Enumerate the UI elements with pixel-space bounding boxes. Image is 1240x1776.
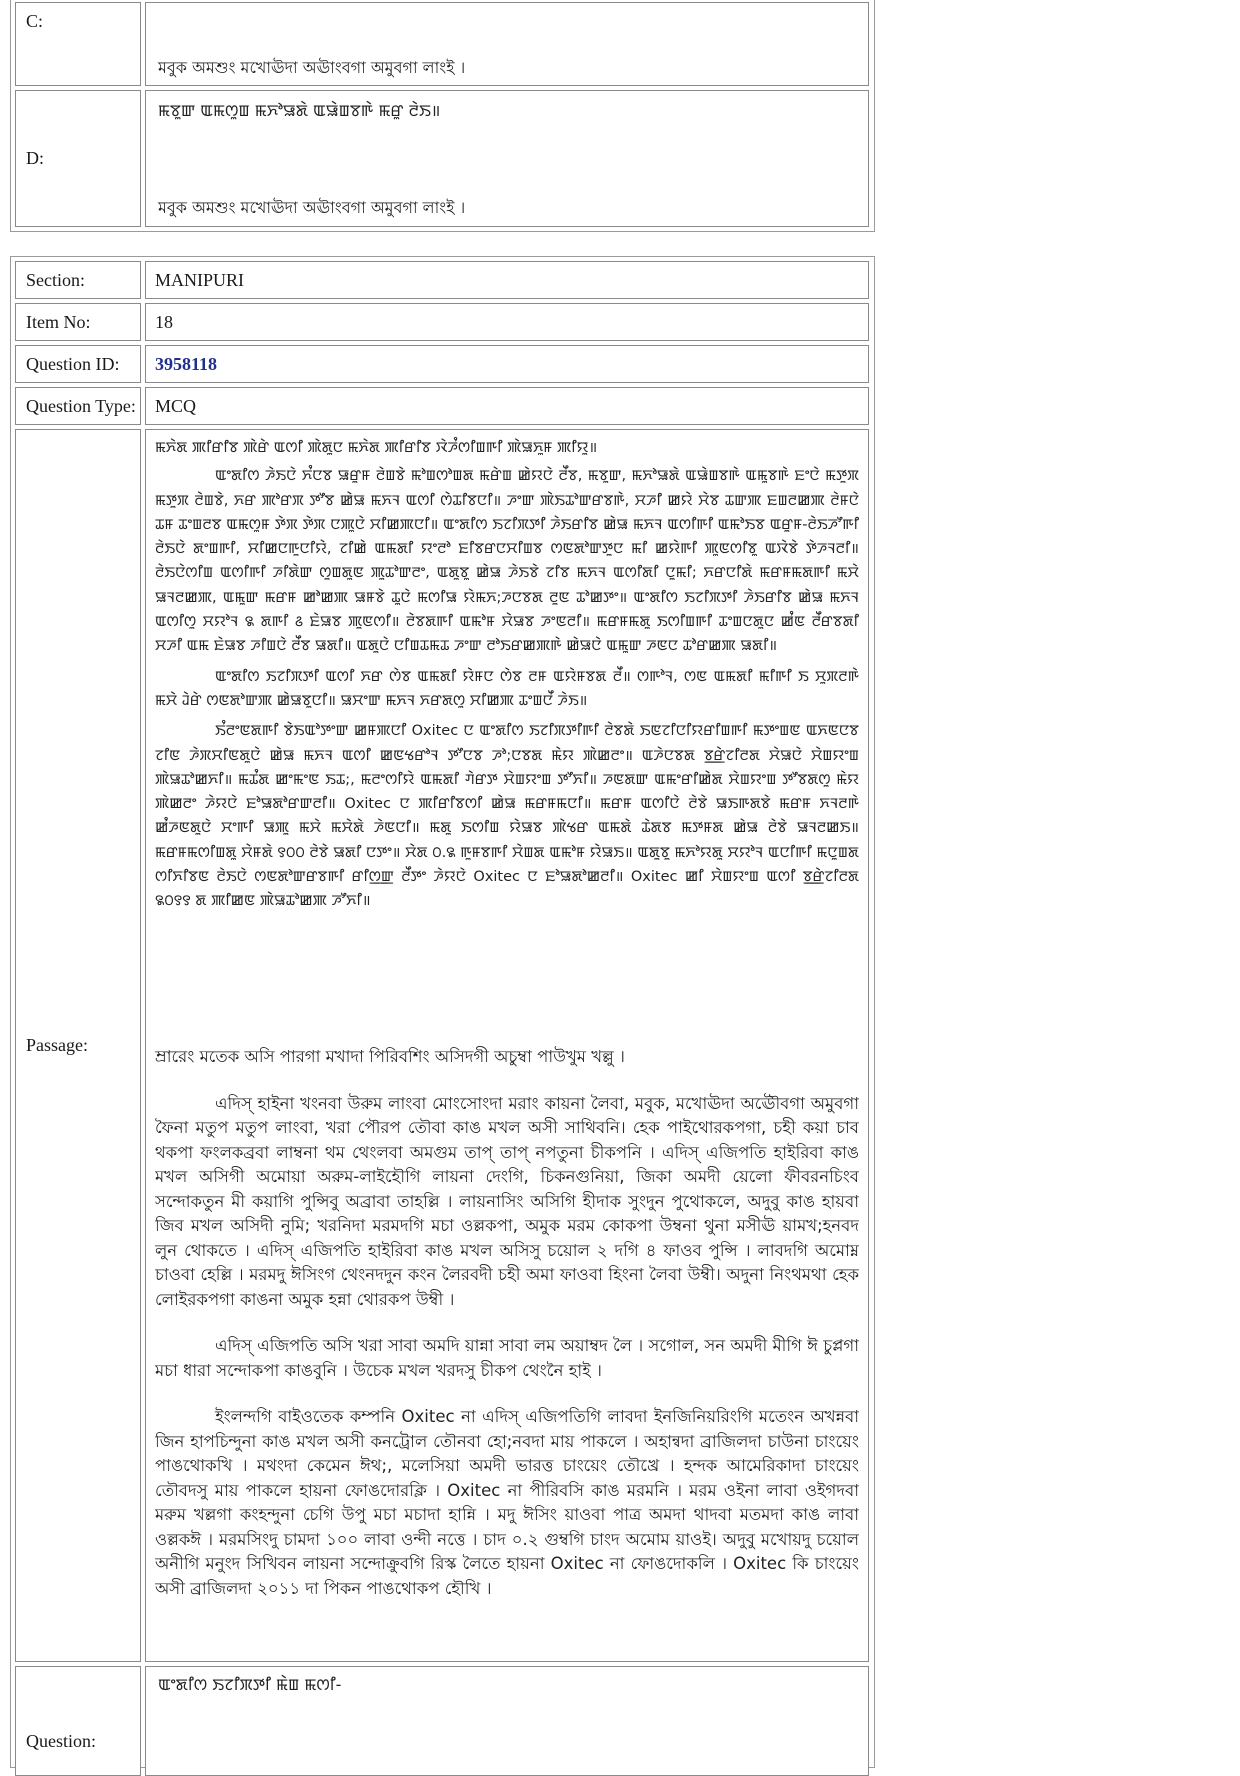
passage-bengali: [155, 1045, 859, 1641]
question-content-cell: [145, 1666, 869, 1776]
passage-mtm-paragraph-1: ꯑꯦꯗꯤꯁ ꯍꯥꯏꯅꯥ ꯈꯪꯅꯕ ꯎꯔꯨꯝ ꯂꯥꯡꯕꯥ ꯃꯣꯡꯁꯣꯡꯗ ꯃꯔꯥꯡ ꯀꯥꯌꯅꯥ ꯂꯩꯕ, ꯃꯕꯨꯛ, ꯃꯈꯣꯎꯗꯥ ꯑꯎꯥꯡꯕꯒꯥ ꯑꯃꯨꯕꯒꯥ ꯐꯦꯅꯥ ꯃꯇꯨꯞ ꯃꯇꯨꯞ ꯂꯥꯡꯕꯥ, ꯈꯔ ꯄꯣꯔꯞ ꯇꯧꯕ ꯀꯥꯎ ꯃꯈꯜ ꯑꯁꯤ ꯁꯥꯊꯤꯕꯅꯤ॥ ꯍꯦꯛ ꯄꯥꯏꯊꯣꯛꯔꯕꯒꯥ, ꯆꯍꯤ ꯀꯌꯥ ꯆꯥꯕ ꯊꯛꯄ ꯐꯡꯂꯀꯄ ꯂꯥꯝꯅꯥ ꯊꯝ ꯊꯦꯡꯂꯕ ꯑꯃꯁꯨꯝ ꯇꯥꯞ ꯇꯥꯞ ꯅꯄꯨꯅꯥ ꯆꯤꯀꯄꯅꯤ॥ ꯑꯦꯗꯤꯁ ꯏꯖꯤꯞꯇꯤ ꯍꯥꯏꯔꯤꯕ ꯀꯥꯎ ꯃꯈꯜ ꯑꯁꯤꯒꯤ ꯑꯃꯣꯏꯕ ꯑꯔꯨꯝ-ꯂꯥꯏꯍꯧꯒꯤ ꯂꯥꯏꯅꯥ ꯗꯦꯡꯒꯤ, ꯆꯤꯀꯅꯒꯨꯅꯤꯌꯥ, ꯖꯤꯀꯥ ꯑꯃꯗꯤ ꯌꯦꯂꯣ ꯐꯤꯕꯔꯅꯆꯤꯡꯕ ꯁꯟꯗꯣꯛꯇꯨꯅ ꯃꯤ ꯀꯌꯥꯒꯤ ꯄꯨꯟꯁꯤꯕꯨ ꯑꯋꯥꯕꯥ ꯇꯥꯍꯜꯂꯤ॥ ꯂꯥꯏꯅꯥꯁꯤꯡ ꯑꯁꯤꯒꯤ ꯍꯤꯗꯥꯛ ꯁꯨꯡꯗꯨꯟ ꯄꯨꯊꯣꯛꯂꯦ, ꯑꯗꯨꯕꯨ ꯀꯥꯎ ꯍꯥꯏꯕꯥ ꯖꯤꯕ ꯃꯈꯜ ꯑꯁꯤꯗꯤ ꯅꯨꯃꯤ; ꯈꯔꯅꯤꯗꯥ ꯃꯔꯝꯃꯗꯒꯤ ꯃꯆꯥ ꯎꯜꯂꯀꯄ, ꯑꯃꯨꯛ ꯃꯔꯝ ꯀꯣꯀꯄ ꯎꯝꯕꯥ ꯊꯨꯅꯥ ꯃꯁꯤꯎ ꯌꯥꯃꯈ;ꯍꯅꯕꯗ ꯂꯨꯟ ꯊꯣꯀꯇꯦ॥ ꯑꯦꯗꯤꯁ ꯏꯖꯤꯞꯇꯤ ꯍꯥꯏꯔꯤꯕ ꯀꯥꯎ ꯃꯈꯜ ꯑꯁꯤꯁꯨ ꯆꯌꯣꯜ ꯲ ꯗꯒꯤ ꯴ ꯐꯥꯎꯕ ꯄꯨꯟꯁꯤ॥ ꯂꯥꯕꯗꯒꯤ ꯑꯃꯣꯝ ꯆꯥꯎꯕ ꯍꯦꯟꯂꯤ॥ ꯃꯔꯝꯃꯗꯨ ꯏꯁꯤꯡꯒꯤ ꯊꯦꯡꯅꯗꯨꯅ ꯀꯪꯟ ꯂꯩꯔꯕꯗꯤ ꯆꯍꯤ ꯑꯃ ꯐꯥꯎꯕ ꯍꯤꯡꯅꯥ ꯂꯩꯕ ꯎꯗꯤ॥ ꯑꯗꯨꯅꯥ ꯅꯤꯡꯊꯃꯊ ꯍꯦꯛ ꯂꯣꯏꯔꯀꯄꯒꯥ ꯀꯥꯎꯅꯥ ꯑꯃꯨꯛ ꯍꯟꯅ ꯊꯣꯔꯀꯄ ꯎꯗꯤ॥: [155, 468, 859, 655]
item-no-label: Item No:: [26, 311, 91, 332]
question-text: ꯑꯦꯗꯤꯁ ꯏꯖꯤꯞꯇꯤ ꯃꯥꯡ ꯃꯁꯤ-: [158, 1675, 342, 1694]
question-type-value: MCQ: [155, 395, 197, 416]
section-value: MANIPURI: [155, 269, 245, 290]
question-id-value-cell: [145, 345, 869, 383]
item-no-label-cell: [15, 303, 141, 341]
option-c-label-cell: [15, 2, 141, 86]
question-id-label: Question ID:: [26, 353, 120, 374]
question-type-label: Question Type:: [26, 395, 136, 416]
passage-label-cell: [15, 429, 141, 1662]
passage-meitei-mayek: [155, 436, 859, 991]
question-table: [10, 256, 875, 1768]
option-c-content-cell: [145, 2, 869, 86]
passage-bn-paragraph-3: ইংলন্দগি বাইওতেক কম্পনি Oxitec না এদিস্ এজিপতিগি লাবদা ইনজিনিয়রিংগি মতেংন অখন্নবা জিন হাপচিন্দুনা কাঙ মখল অসী কনট্রোল তৌনবা হো;নবদা মায় পাকলে । অহান্বদা ব্রাজিলদা চাউনা চাংয়েং পাঙথোকখি । মথংদা কেমেন ঈথ;, মলেসিয়া অমদী ভারত্ত চাংয়েং তৌখ্রে । হন্দক আমেরিকাদা চাংয়েং তৌবদসু মায় পাকলে হায়না ফোঙদোরক্লি । Oxitec না পীরিবসি কাঙ মরমনি । মরম ওইনা লাবা ওইগদবা মরুম খল্লগা কংহন্দুনা চেগি উপু মচা মচাদা হান্নি । মদু ঈসিং য়াওবা পাত্র অমদা থাদবা মতমদা কাঙ লাবা ওল্লকঈ । মরমসিংদু চামদা ১০০ লাবা ওন্দী নত্তে । চাদ ০.২ গুম্বগি চাংদ অমোম য়াওই। অদুবু মখোয়দু চয়োল অনীগি মনুংদ সিখিবন লায়না সন্দোক্রুবগি রিস্ক লৈতে হায়না Oxitec না ফোঙদোকলি । Oxitec কি চাংয়েং অসী ব্রাজিলদা ২০১১ দা পিকন পাঙথোকপ হৌখি ।: [155, 1407, 859, 1598]
option-d-meitei-text: ꯃꯕꯨꯛ ꯑꯃꯁꯨꯡ ꯃꯈꯣꯎꯗꯥ ꯑꯎꯥꯡꯕꯒꯥ ꯃꯔꯨ ꯂꯥꯏ॥: [158, 101, 441, 120]
item-no-value: 18: [155, 311, 173, 332]
question-id-value: 3958118: [155, 353, 218, 374]
option-d-answer-text: মবুক অমশুং মখোঊদা অঊাংবগা অমুবগা লাংই ।: [158, 198, 466, 217]
question-label-cell: [15, 1666, 141, 1776]
question-type-value-cell: [145, 387, 869, 425]
option-d-label: D:: [26, 148, 44, 168]
passage-body: [146, 430, 868, 1647]
section-label-cell: [15, 261, 141, 299]
passage-mtm-paragraph-3: ꯏꯪꯂꯦꯟꯗꯒꯤ ꯕꯥꯏꯑꯣꯇꯦꯛ ꯀꯝꯄꯅꯤ Oxitec ꯅ ꯑꯦꯗꯤꯁ ꯏꯖꯤꯞꯇꯤꯒꯤ ꯂꯥꯕꯗꯥ ꯏꯟꯖꯤꯅꯤꯌꯔꯤꯡꯒꯤ ꯃꯇꯦꯡꯟ ꯑꯈꯟꯅꯕ ꯖꯤꯟ ꯍꯥꯞꯆꯤꯟꯗꯨꯅꯥ ꯀꯥꯎ ꯃꯈꯜ ꯑꯁꯤ ꯀꯟꯠꯔꯣꯜ ꯇꯧꯅꯕ ꯍꯣ;ꯅꯕꯗ ꯃꯥꯌ ꯄꯥꯀꯂꯦ॥ ꯑꯍꯥꯅꯕꯗ ꯕ꯭ꯔꯥꯖꯤꯂꯗ ꯆꯥꯎꯅꯥ ꯆꯥꯡꯌꯦꯡ ꯄꯥꯎꯊꯣꯀꯈꯤ॥ ꯃꯊꯪꯗ ꯀꯦꯃꯦꯟ ꯏꯊ;, ꯃꯂꯦꯁꯤꯌꯥ ꯑꯃꯗꯤ ꯚꯥꯔꯇ ꯆꯥꯡꯌꯦꯡ ꯇꯧꯈꯤ॥ ꯍꯟꯗꯛ ꯑꯃꯦꯔꯤꯀꯥꯗ ꯆꯥꯡꯌꯦꯡ ꯇꯧꯕꯗꯁꯨ ꯃꯥꯌ ꯄꯥꯀꯂꯦ ꯍꯥꯌꯅꯥ ꯐꯣꯎꯗꯣꯔꯛꯂꯤ॥ Oxitec ꯅ ꯄꯤꯔꯤꯕꯁꯤ ꯀꯥꯎ ꯃꯔꯝꯃꯅꯤ॥ ꯃꯔꯝ ꯑꯁꯤꯅꯥ ꯂꯥꯕꯥ ꯎꯏꯒꯗꯕꯥ ꯃꯔꯝ ꯈꯜꯂꯒꯥ ꯀꯪꯍꯟꯗꯨꯅꯥ ꯆꯦꯒꯤ ꯎꯄꯨ ꯃꯆꯥ ꯃꯆꯥꯗꯥ ꯍꯥꯟꯅꯤ॥ ꯃꯗꯨ ꯏꯁꯤꯡ ꯌꯥꯎꯕ ꯄꯥꯠꯔ ꯑꯃꯗꯥ ꯊꯥꯗꯕ ꯃꯇꯝꯗ ꯀꯥꯎ ꯂꯥꯕꯥ ꯎꯜꯂꯀꯏ॥ ꯃꯔꯝꯃꯁꯤꯡꯗꯨ ꯆꯥꯝꯗꯥ ꯱꯰꯰ ꯂꯥꯕꯥ ꯎꯗꯤ ꯅꯇꯦ॥ ꯆꯥꯗ ꯰.꯲ ꯒꯨꯝꯕꯒꯤ ꯆꯥꯡꯗ ꯑꯃꯣꯝ ꯌꯥꯎꯏ॥ ꯑꯗꯨꯕꯨ ꯃꯈꯣꯌꯗꯨ ꯆꯌꯣꯜ ꯑꯅꯤꯒꯤ ꯃꯅꯨꯡꯗ ꯁꯤꯈꯤꯕꯟ ꯂꯥꯏꯅꯥ ꯁꯟꯗꯣꯛꯔꯕꯒꯤ ꯔꯤꯁ꯭ꯛ ꯂꯩꯇꯦ ꯍꯥꯌꯅꯥ Oxitec ꯅ ꯐꯣꯎꯗꯣꯀꯂꯤ॥ Oxitec ꯀꯤ ꯆꯥꯡꯌꯦꯡ ꯑꯁꯤ ꯕ꯭ꯔꯥꯖꯤꯂꯗ ꯲꯰꯱꯱ ꯗ ꯄꯤꯀꯟ ꯄꯥꯎꯊꯣꯀꯄ ꯍꯧꯈꯤ॥: [155, 723, 859, 910]
option-c-label: C:: [26, 11, 44, 31]
options-table: [10, 0, 875, 232]
question-type-label-cell: [15, 387, 141, 425]
question-id-label-cell: [15, 345, 141, 383]
passage-label: Passage:: [26, 1035, 88, 1055]
option-c-answer-text: মবুক অমশুং মখোঊদা অঊাংবগা অমুবগা লাংই ।: [158, 58, 466, 77]
passage-bn-intro: ম্রারেং মতেক অসি পারগা মখাদা পিরিবশিং অসিদগী অচুম্বা পাউখুম খল্লু ।: [155, 1047, 625, 1066]
passage-bn-paragraph-1: এদিস্ হাইনা খংনবা উরুম লাংবা মোংসোংদা মরাং কায়না লৈবা, মবুক, মখোঊদা অঊৌবগা অমুবগা ফৈনা মতুপ মতুপ লাংবা, খরা পৌরপ তৌবা কাঙ মখল অসী সাথিবনি। হেক পাইথোরকপগা, চহী কয়া চাব থকপা ফংলকব্রবা লাম্বনা থম থেংলবা অমগুম তাপ্ তাপ্ নপতুনা চীকপনি । এদিস্ এজিপতি হাইরিবা কাঙ মখল অসিগী অমোয়া অরুম-লাইহৌগি লায়না দেংগি, চিকনগুনিয়া, জিকা অমদী য়েলো ফীবরনচিংব সন্দোকতুন মী কয়াগি পুন্সিবু অব্রাবা তাহল্লি । লায়নাসিং অসিগি হীদাক সুংদুন পুথোকলে, অদুবু কাঙ হায়বা জিব মখল অসিদী নুমি; খরনিদা মরমদগি মচা ওল্লকপা, অমুক মরম কোকপা উম্বনা থুনা মসীঊ য়ামখ;হনবদ লুন থোকতে । এদিস্ এজিপতি হাইরিবা কাঙ মখল অসিসু চয়োল ২ দগি ৪ ফাওব পুন্সি । লাবদগি অমোম্ন চাওবা হেল্লি । মরমদু ঈসিংগ থেংনদদুন কংন লৈরবদী চহী অমা ফাওবা হিংনা লৈবা উম্বী। অদুনা নিংথমথা হেক লোইরকপগা কাঙনা অমুক হন্না থোরকপ উম্বী ।: [155, 1093, 859, 1309]
section-label: Section:: [26, 269, 85, 290]
passage-bn-paragraph-2: এদিস্ এজিপতি অসি খরা সাবা অমদি য়ান্না সাবা লম অয়াম্বদ লৈ । সগোল, সন অমদী মীগি ঈ চুপ্লগা মচা ধারা সন্দোকপা কাঙবুনি । উচেক মখল খরদসু চীকপ থেংনৈ হাই ।: [155, 1336, 859, 1380]
option-d-content-cell: [145, 90, 869, 227]
item-no-value-cell: [145, 303, 869, 341]
question-label: Question:: [26, 1731, 96, 1751]
option-d-label-cell: [15, 90, 141, 227]
section-value-cell: [145, 261, 869, 299]
passage-content-cell: [145, 429, 869, 1662]
passage-mtm-intro: ꯃꯈꯥꯗ ꯄꯤꯔꯤꯕ ꯄꯥꯔꯥ ꯑꯁꯤ ꯄꯥꯗꯨꯅ ꯃꯈꯥꯗ ꯄꯤꯔꯤꯕ ꯋꯥꯍꯪꯁꯤꯡꯒꯤ ꯄꯥꯎꯈꯨꯝ ꯄꯤꯌꯨ॥: [155, 440, 598, 456]
passage-mtm-paragraph-2: ꯑꯦꯗꯤꯁ ꯏꯖꯤꯞꯇꯤ ꯑꯁꯤ ꯈꯔ ꯁꯥꯕ ꯑꯃꯗꯤ ꯌꯥꯝꯅ ꯁꯥꯕ ꯂꯝ ꯑꯌꯥꯝꯕꯗ ꯂꯩ॥ ꯁꯒꯣꯜ, ꯁꯟ ꯑꯃꯗꯤ ꯃꯤꯒꯤ ꯏ ꯆꯨꯞꯂꯒꯥ ꯃꯆꯥ ꯙꯥꯔꯥ ꯁꯟꯗꯣꯛꯄ ꯀꯥꯎꯕꯨꯅꯤ॥ ꯎꯆꯦꯛ ꯃꯈꯜ ꯈꯔꯗꯁꯨ ꯆꯤꯀꯄ ꯊꯦꯡꯅꯩ ꯍꯥꯏ॥: [155, 668, 859, 709]
